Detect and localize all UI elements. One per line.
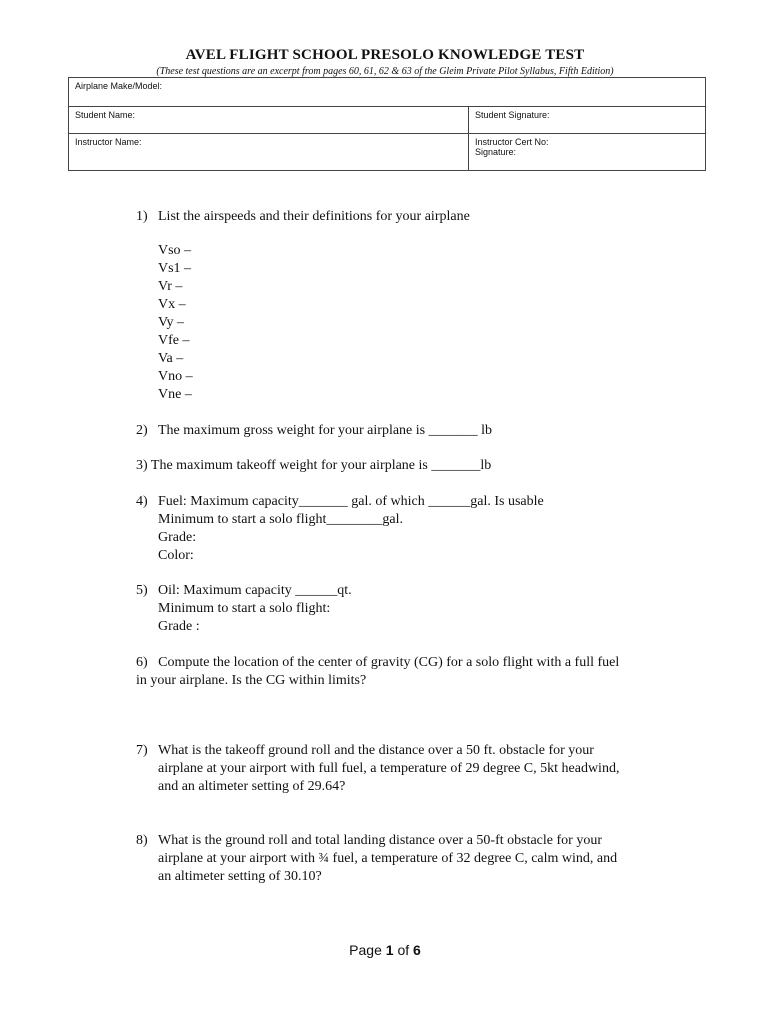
question-3: 3) The maximum takeoff weight for your airplane is _______lb (136, 458, 492, 473)
document-subtitle: (These test questions are an excerpt from pages 60, 61, 62 & 63 of the Gleim Private Pilot Syllabus, Fifth Edition) (156, 66, 614, 77)
question-8-line-3: an altimeter setting of 30.10? (158, 869, 322, 884)
question-4 (136, 493, 544, 511)
current-page: 1 (385, 942, 394, 958)
question-6-line-2: in your airplane. Is the CG within limits? (136, 673, 367, 688)
airspeed-item: Vy – (158, 315, 185, 330)
question-7-line-1: What is the takeoff ground roll and the distance over a 50 ft. obstacle for your (158, 743, 594, 758)
instructor-signature-label: Signature: (475, 147, 517, 157)
question-7-line-3: and an altimeter setting of 29.64? (158, 779, 346, 794)
student-signature-label: Student Signature: (475, 110, 550, 120)
question-1-number: 1) (136, 209, 148, 224)
question-4-line-3: Grade: (158, 530, 197, 545)
question-5-line-2: Minimum to start a solo flight: (158, 601, 331, 616)
question-5-line-1: Oil: Maximum capacity ______qt. (158, 583, 352, 598)
question-6-line-1: 6) Compute the location of the center of gravity (CG) for a solo flight with a full fuel (136, 655, 620, 670)
airspeed-item: Vfe – (158, 333, 190, 348)
question-8-line-1: What is the ground roll and total landing distance over a 50-ft obstacle for your (158, 833, 602, 848)
airspeed-item: Vs1 – (158, 261, 192, 276)
question-1 (136, 208, 470, 226)
airplane-make-model-field[interactable] (69, 78, 706, 107)
student-name-field[interactable] (69, 107, 469, 134)
question-4-number: 4) (136, 494, 148, 509)
instructor-cert-field[interactable] (469, 134, 706, 171)
question-1-text: List the airspeeds and their definitions for your airplane (158, 209, 470, 224)
question-2 (136, 422, 492, 440)
question-8-number: 8) (136, 833, 148, 848)
airspeed-item: Vso – (158, 243, 192, 258)
question-7-number: 7) (136, 743, 148, 758)
page-word: Page (349, 942, 382, 958)
question-5 (136, 582, 352, 600)
instructor-name-label: Instructor Name: (75, 137, 142, 147)
page-number (0, 942, 770, 958)
question-5-line-3: Grade : (158, 619, 200, 634)
total-pages: 6 (413, 942, 421, 958)
question-4-line-4: Color: (158, 548, 194, 563)
info-table (68, 77, 706, 171)
airplane-make-model-label: Airplane Make/Model: (75, 81, 163, 91)
instructor-cert-label: Instructor Cert No: (475, 137, 549, 147)
document-title: AVEL FLIGHT SCHOOL PRESOLO KNOWLEDGE TEST (185, 47, 585, 63)
of-word: of (397, 942, 410, 958)
student-signature-field[interactable] (469, 107, 706, 134)
question-7 (136, 742, 594, 760)
question-4-line-1: Fuel: Maximum capacity_______ gal. of which ______gal. Is usable (158, 494, 544, 509)
student-name-label: Student Name: (75, 110, 136, 120)
airspeed-list (158, 242, 193, 404)
question-5-number: 5) (136, 583, 148, 598)
airspeed-item: Vno – (158, 369, 193, 384)
airspeed-item: Vne – (158, 387, 192, 402)
question-8 (136, 832, 602, 850)
airspeed-item: Va – (158, 351, 184, 366)
airspeed-item: Vr – (158, 279, 183, 294)
question-7-line-2: airplane at your airport with full fuel, a temperature of 29 degree C, 5kt headwind, (158, 761, 620, 776)
question-2-number: 2) (136, 423, 148, 438)
question-8-line-2: airplane at your airport with ¾ fuel, a temperature of 32 degree C, calm wind, and (158, 851, 618, 866)
question-2-text: The maximum gross weight for your airplane is _______ lb (158, 423, 492, 438)
airspeed-item: Vx – (158, 297, 186, 312)
instructor-name-field[interactable] (69, 134, 469, 171)
question-4-line-2: Minimum to start a solo flight________gal. (158, 512, 403, 527)
